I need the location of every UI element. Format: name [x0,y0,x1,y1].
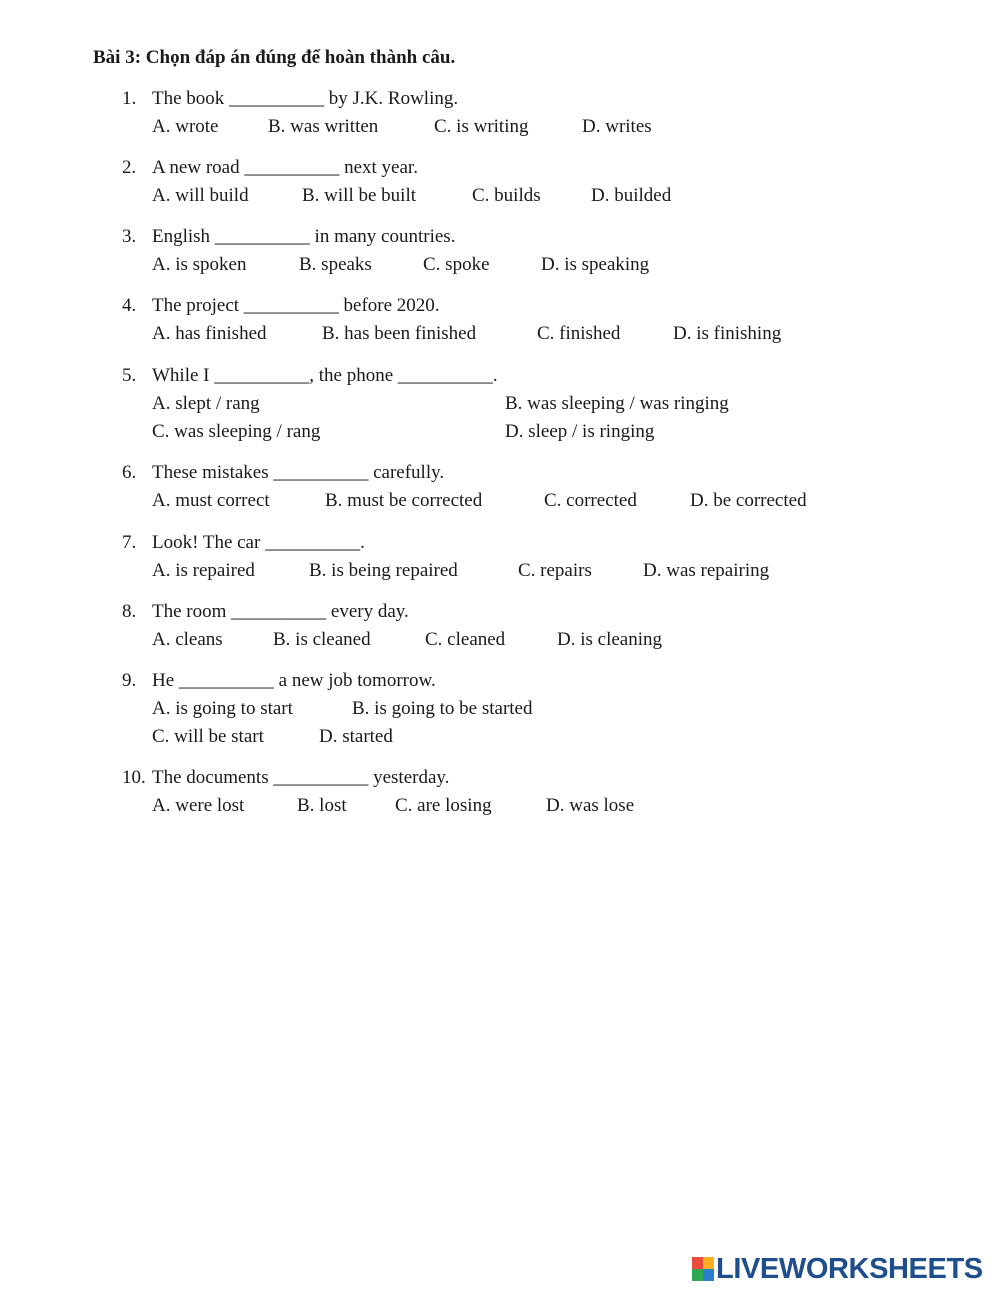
option-b[interactable]: B. must be corrected [325,490,483,511]
exercise-heading: Bài 3: Chọn đáp án đúng để hoàn thành câu. [93,47,456,68]
question-10 [0,764,1000,820]
logo-square-red [692,1257,703,1269]
option-a[interactable]: A. is spoken [152,254,247,275]
question-3 [0,223,1000,279]
option-d[interactable]: D. started [319,726,393,747]
logo-text: LIVEWORKSHEETS [716,1253,983,1285]
option-a[interactable]: A. must correct [152,490,270,511]
option-c[interactable]: C. cleaned [425,629,506,650]
logo-square-green [692,1269,703,1281]
option-d[interactable]: D. was repairing [643,560,770,581]
question-text: While I __________, the phone __________. [152,365,498,386]
option-a[interactable]: A. is going to start [152,698,293,719]
question-1 [0,85,1000,141]
question-2 [0,154,1000,210]
option-b[interactable]: B. is going to be started [352,698,533,719]
question-5 [0,362,1000,446]
question-number: 9. [122,670,137,691]
logo-square-blue [703,1269,714,1281]
option-b[interactable]: B. will be built [302,185,416,206]
question-9 [0,667,1000,751]
question-text: He __________ a new job tomorrow. [152,670,436,691]
liveworksheets-logo[interactable] [692,1252,983,1286]
option-c[interactable]: C. repairs [518,560,592,581]
option-a[interactable]: A. cleans [152,629,223,650]
option-b[interactable]: B. was sleeping / was ringing [505,393,729,414]
question-text: These mistakes __________ carefully. [152,462,445,483]
option-b[interactable]: B. is being repaired [309,560,458,581]
option-a[interactable]: A. will build [152,185,249,206]
option-c[interactable]: C. spoke [423,254,490,275]
question-number: 4. [122,295,137,316]
option-d[interactable]: D. builded [591,185,672,206]
question-4 [0,292,1000,348]
option-d[interactable]: D. is finishing [673,323,782,344]
option-d[interactable]: D. is speaking [541,254,650,275]
option-a[interactable]: A. slept / rang [152,393,260,414]
option-c[interactable]: C. finished [537,323,621,344]
question-6 [0,459,1000,515]
logo-square-yellow [703,1257,714,1269]
question-number: 6. [122,462,137,483]
option-d[interactable]: D. writes [582,116,652,137]
option-a[interactable]: A. wrote [152,116,219,137]
question-number: 10. [122,767,146,788]
option-c[interactable]: C. was sleeping / rang [152,421,321,442]
option-b[interactable]: B. has been finished [322,323,477,344]
logo-mark-icon [692,1257,714,1281]
option-d[interactable]: D. be corrected [690,490,807,511]
question-7 [0,529,1000,585]
question-text: The project __________ before 2020. [152,295,440,316]
option-c[interactable]: C. corrected [544,490,637,511]
question-text: A new road __________ next year. [152,157,418,178]
option-b[interactable]: B. is cleaned [273,629,371,650]
option-a[interactable]: A. were lost [152,795,245,816]
option-c[interactable]: C. builds [472,185,541,206]
option-b[interactable]: B. was written [268,116,379,137]
question-text: English __________ in many countries. [152,226,456,247]
option-b[interactable]: B. speaks [299,254,372,275]
option-d[interactable]: D. sleep / is ringing [505,421,655,442]
question-number: 5. [122,365,137,386]
question-text: Look! The car __________. [152,532,365,553]
option-c[interactable]: C. are losing [395,795,492,816]
question-text: The book __________ by J.K. Rowling. [152,88,459,109]
question-8 [0,598,1000,654]
question-number: 1. [122,88,137,109]
option-a[interactable]: A. has finished [152,323,267,344]
question-text: The documents __________ yesterday. [152,767,450,788]
question-number: 8. [122,601,137,622]
question-number: 7. [122,532,137,553]
option-d[interactable]: D. is cleaning [557,629,663,650]
option-b[interactable]: B. lost [297,795,347,816]
question-number: 2. [122,157,137,178]
option-c[interactable]: C. is writing [434,116,529,137]
question-number: 3. [122,226,137,247]
question-text: The room __________ every day. [152,601,409,622]
option-a[interactable]: A. is repaired [152,560,255,581]
option-c[interactable]: C. will be start [152,726,264,747]
option-d[interactable]: D. was lose [546,795,635,816]
